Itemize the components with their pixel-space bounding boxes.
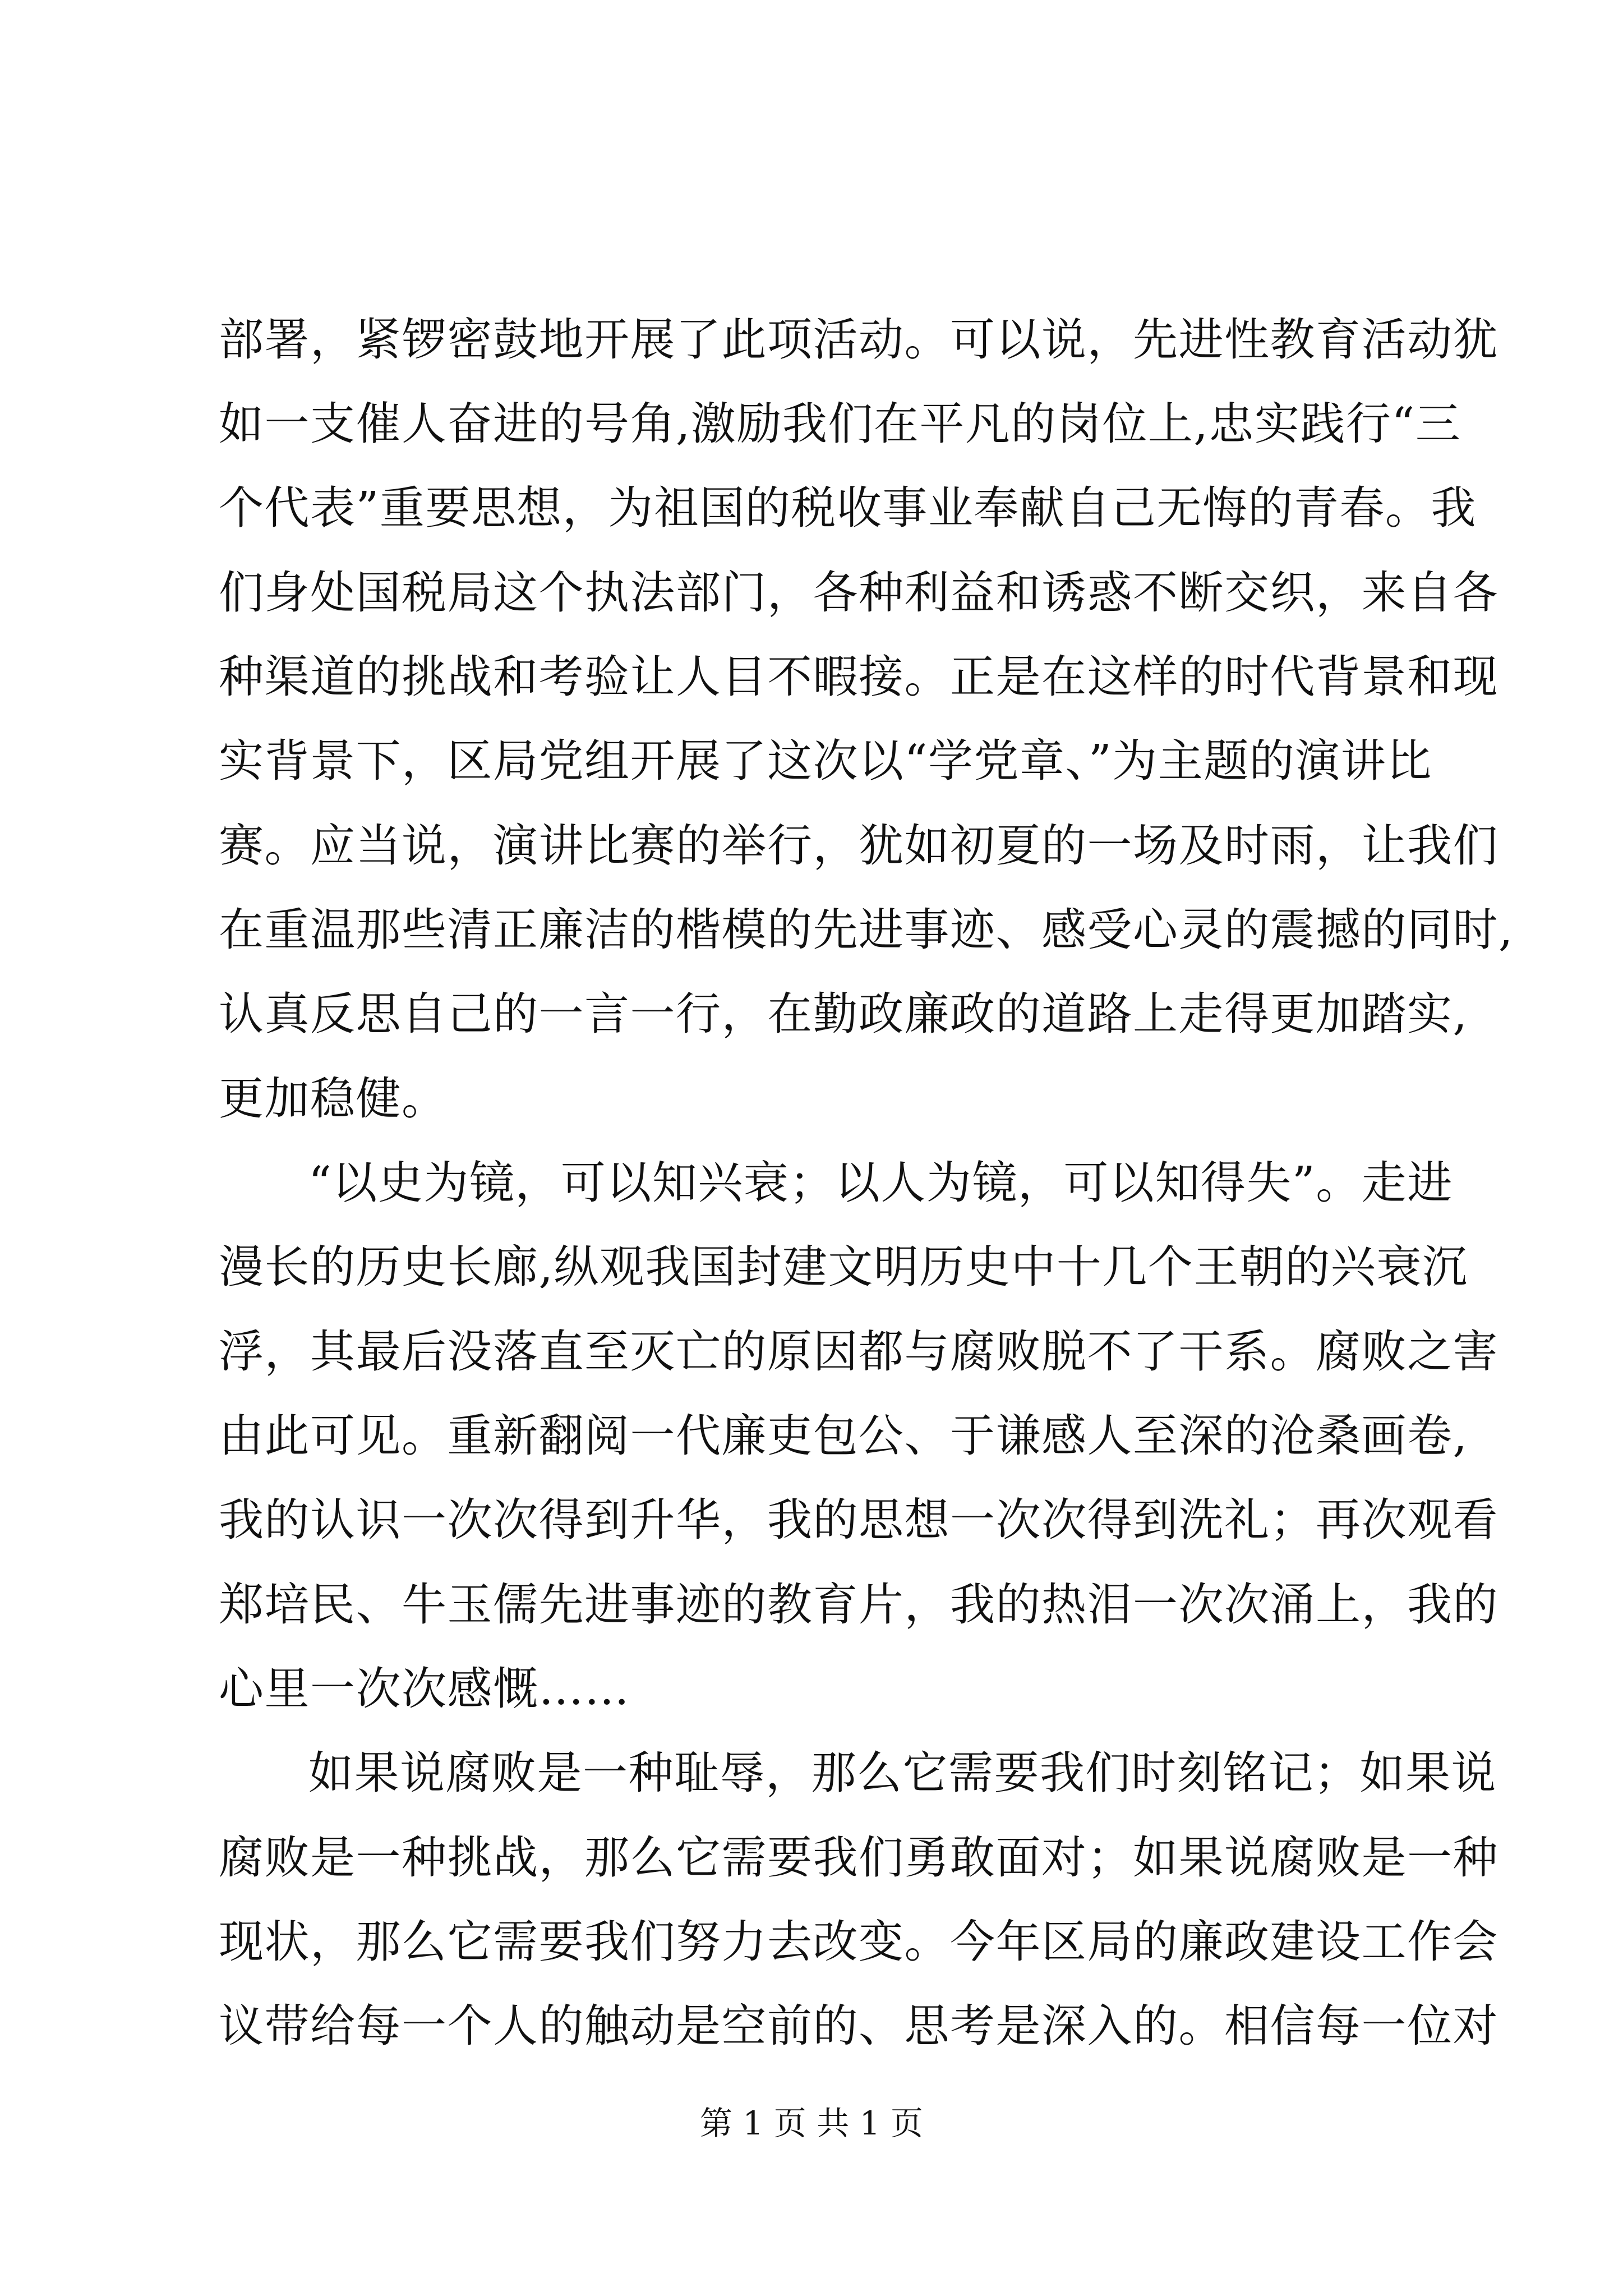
text-line: 在重温那些清正廉洁的楷模的先进事迹、感受心灵的震撼的同时, [219, 904, 1514, 956]
text-line: 如果说腐败是一种耻辱，那么它需要我们时刻铭记；如果说 [308, 1747, 1497, 1799]
text-line: 实背景下，区局党组开展了这次以“学党章、”为主题的演讲比 [219, 735, 1432, 787]
text-line: 们身处国税局这个执法部门，各种利益和诱惑不断交织，来自各 [219, 567, 1498, 619]
text-line: 心里一次次感慨…… [219, 1663, 630, 1715]
text-line: 议带给每一个人的触动是空前的、思考是深入的。相信每一位对 [219, 2000, 1498, 2052]
text-line: 更加稳健。 [219, 1073, 448, 1125]
text-line: 漫长的历史长廊,纵观我国封建文明历史中十几个王朝的兴衰沉 [219, 1241, 1468, 1293]
page-number-footer: 第 1 页 共 1 页 [700, 2104, 923, 2142]
text-line: 赛。应当说，演讲比赛的举行，犹如初夏的一场及时雨，让我们 [219, 820, 1498, 872]
text-line: 腐败是一种挑战，那么它需要我们勇敢面对；如果说腐败是一种 [219, 1832, 1498, 1884]
text-line: 由此可见。重新翻阅一代廉吏包公、于谦感人至深的沧桑画卷, [219, 1410, 1468, 1462]
text-line: 现状，那么它需要我们努力去改变。今年区局的廉政建设工作会 [219, 1916, 1498, 1968]
text-line: 如一支催人奋进的号角,激励我们在平凡的岗位上,忠实践行“三 [219, 398, 1461, 450]
text-line: “以史为镜，可以知兴衰；以人为镜，可以知得失”。走进 [308, 1157, 1453, 1209]
text-line: 个代表”重要思想，为祖国的税收事业奉献自己无悔的青春。我 [219, 482, 1477, 534]
text-line: 郑培民、牛玉儒先进事迹的教育片，我的热泪一次次涌上，我的 [219, 1579, 1498, 1631]
text-line: 我的认识一次次得到升华，我的思想一次次得到洗礼；再次观看 [219, 1494, 1498, 1546]
text-line: 种渠道的挑战和考验让人目不暇接。正是在这样的时代背景和现 [219, 651, 1498, 703]
text-line: 部署，紧锣密鼓地开展了此项活动。可以说，先进性教育活动犹 [219, 314, 1498, 366]
text-line: 浮，其最后没落直至灭亡的原因都与腐败脱不了干系。腐败之害 [219, 1326, 1498, 1378]
text-line: 认真反思自己的一言一行，在勤政廉政的道路上走得更加踏实, [219, 988, 1468, 1040]
